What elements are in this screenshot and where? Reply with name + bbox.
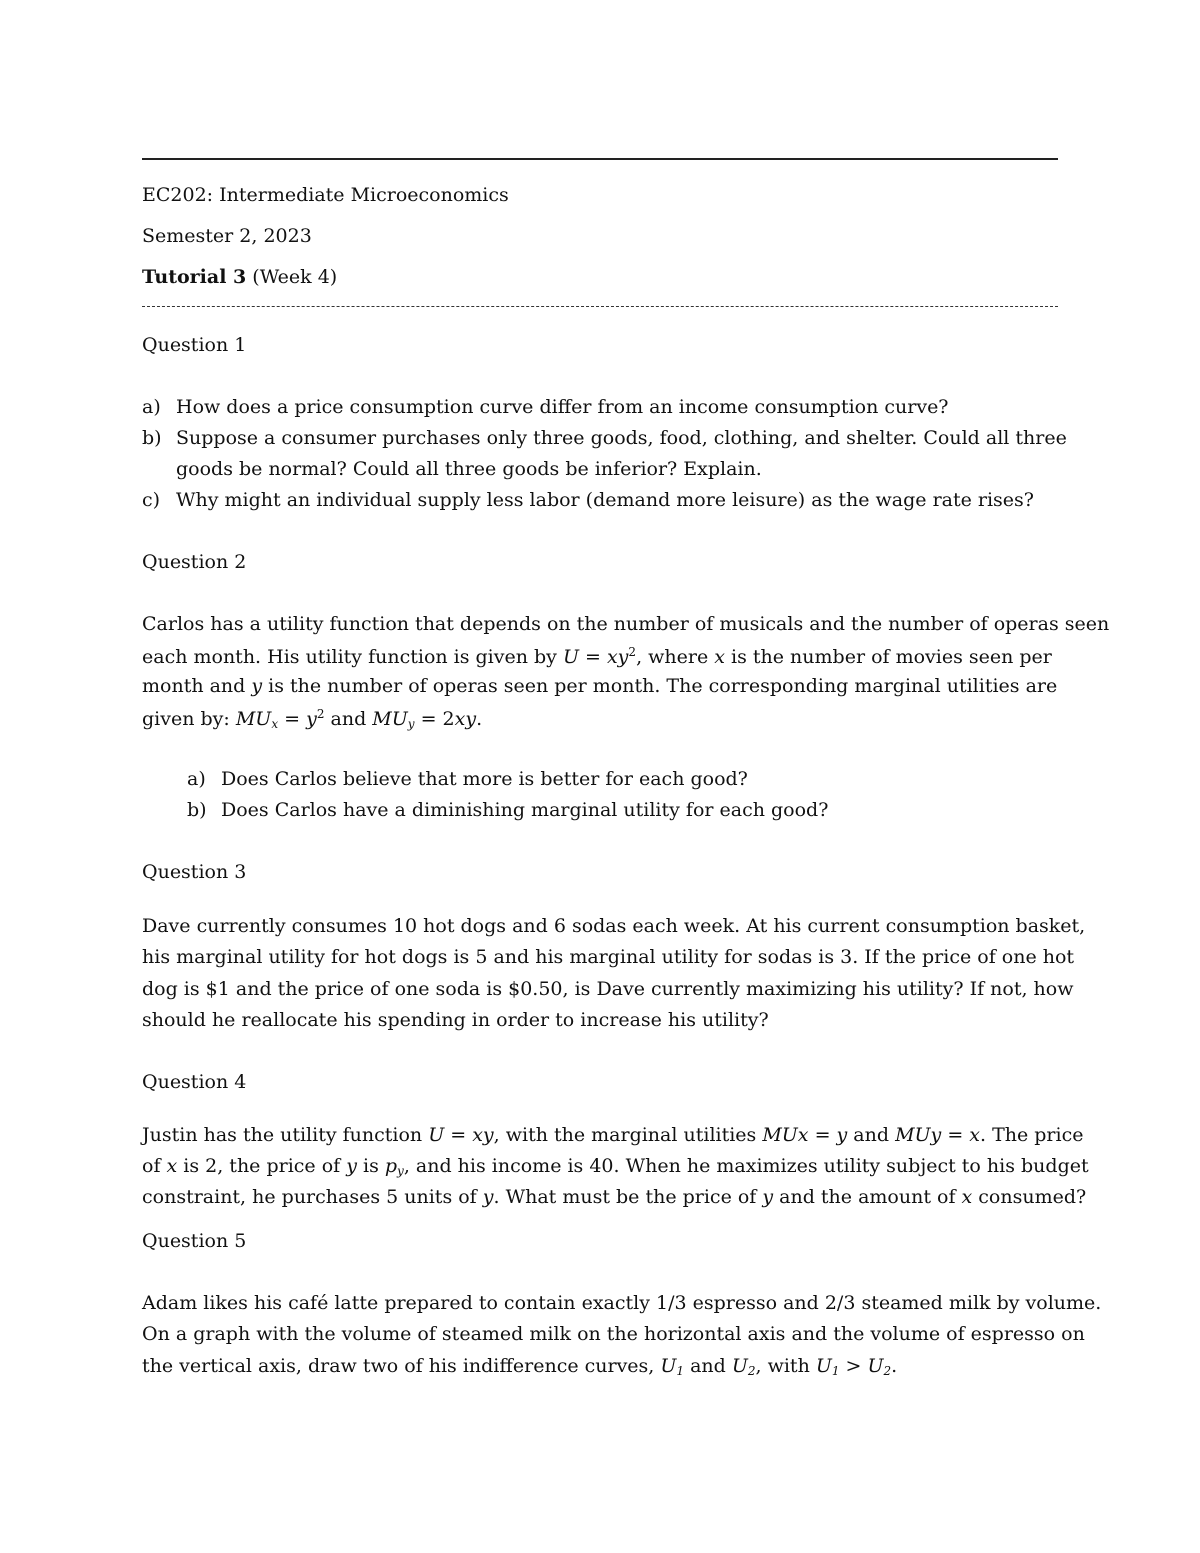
math-var: x [969,1124,980,1146]
q2-text: is the number of operas seen per month. The corresponding marginal utilities are [262,675,1058,697]
math-op: = [941,1124,970,1146]
q4-text: , and his income is 40. When he maximizes utility subject to his budget [403,1155,1089,1177]
q4-text: and [847,1124,896,1146]
math-op: = [578,646,607,668]
q1-title: Question 1 [142,334,247,356]
q4-text: constraint, he purchases 5 units of [142,1186,483,1208]
q2-text: . [476,708,483,730]
math-exponent: 2 [628,645,637,659]
q4-text: and the amount of [773,1186,962,1208]
math-var: x [714,646,725,668]
q3-line1: Dave currently consumes 10 hot dogs and 6 sodas each week. At his current consumption basket, [142,915,1086,937]
math-op: > [839,1355,868,1377]
math-var: y [836,1124,848,1146]
math-subscript: 1 [676,1364,685,1378]
q5-line3 [142,1357,897,1377]
math-subscript: y [397,1164,404,1178]
math-var: x [961,1186,973,1208]
q4-text: consumed? [972,1186,1087,1208]
q3-line2: his marginal utility for hot dogs is 5 and his marginal utility for sodas is 3. If the price of one hot [142,946,1075,968]
q5-text: . [891,1355,898,1377]
math-op: = [808,1124,837,1146]
q4-text: of [142,1155,167,1177]
math-subscript: y [407,717,415,731]
q3-line3: dog is $1 and the price of one soda is $0.50, is Dave currently maximizing his utility? If not, how [142,978,1074,1000]
q2-text: given by: [142,708,236,730]
math-var: x [166,1155,178,1177]
q2-para-line4 [142,708,482,730]
q5-text: , with [755,1355,816,1377]
q4-text: , with the marginal utilities [493,1124,763,1146]
math-var: MU [372,708,408,730]
q4-text: Justin has the utility function [142,1124,429,1146]
dashed-rule [142,306,1058,307]
math-var: xy [606,646,629,668]
math-var: y [251,675,263,697]
q1-a-marker: a) [142,396,161,418]
q1-b-marker: b) [142,427,162,449]
week-label: (Week 4) [246,266,338,288]
math-var: U [867,1355,884,1377]
math-var: xy [454,708,477,730]
q2-para-line3 [142,677,1057,696]
q5-text: the vertical axis, draw two of his indifference curves, [142,1355,661,1377]
q2-b-marker: b) [187,799,207,821]
q2-text: and [324,708,373,730]
q2-a-text: Does Carlos believe that more is better for each good? [221,768,748,790]
math-subscript: 2 [747,1364,756,1378]
math-var: U [562,646,579,668]
math-var: MUy [895,1124,942,1146]
semester-line: Semester 2, 2023 [142,225,312,247]
q4-text: is 2, the price of [177,1155,347,1177]
q4-line2 [142,1157,1089,1177]
math-var: xy [472,1124,494,1146]
q2-text: each month. His utility function is given by [142,646,563,668]
math-var: U [815,1355,832,1377]
math-op: = [444,1124,473,1146]
q4-text: is [356,1155,385,1177]
course-title: EC202: Intermediate Microeconomics [142,184,509,206]
tutorial-heading [142,268,337,287]
math-op: = [278,708,307,730]
q4-text: . What must be the price of [493,1186,763,1208]
q4-line3 [142,1188,1086,1207]
q5-line2: On a graph with the volume of steamed milk on the horizontal axis and the volume of espresso on [142,1323,1085,1345]
q2-b-text: Does Carlos have a diminishing marginal utility for each good? [221,799,829,821]
top-solid-rule [142,158,1058,160]
q2-text: month and [142,675,252,697]
math-op: = 2 [414,708,455,730]
q5-text: and [684,1355,732,1377]
math-var: y [482,1186,494,1208]
q4-line1 [142,1126,1083,1145]
math-var: y [762,1186,774,1208]
q4-title: Question 4 [142,1071,247,1093]
math-exponent: 2 [316,707,325,721]
q5-title: Question 5 [142,1230,247,1252]
tutorial-label: Tutorial 3 [142,266,247,288]
q5-line1: Adam likes his café latte prepared to contain exactly 1/3 espresso and 2/3 steamed milk by volume. [142,1292,1102,1314]
math-var: y [306,708,317,730]
q4-text: . The price [980,1124,1084,1146]
q1-b-text-line1: Suppose a consumer purchases only three goods, food, clothing, and shelter. Could all three [176,427,1067,449]
q2-text: , where [636,646,715,668]
math-subscript: 1 [831,1364,840,1378]
q2-para-line1: Carlos has a utility function that depends on the number of musicals and the number of operas seen [142,613,1110,635]
q2-text: is the number of movies seen per [724,646,1052,668]
q3-line4: should he reallocate his spending in order to increase his utility? [142,1009,769,1031]
q1-a-text: How does a price consumption curve differ from an income consumption curve? [176,396,949,418]
math-subscript: 2 [883,1364,892,1378]
q1-c-text: Why might an individual supply less labor (demand more leisure) as the wage rate rises? [176,489,1034,511]
math-var: p [384,1155,398,1177]
q1-b-text-line2: goods be normal? Could all three goods be inferior? Explain. [176,458,762,480]
math-var: MU [235,708,272,730]
math-subscript: x [271,717,279,731]
q2-title: Question 2 [142,551,247,573]
math-var: U [428,1124,445,1146]
math-var: U [731,1355,748,1377]
q3-title: Question 3 [142,861,247,883]
math-var: y [346,1155,357,1177]
math-var: U [660,1355,677,1377]
q2-a-marker: a) [187,768,206,790]
q2-para-line2 [142,646,1052,667]
math-var: MUx [762,1124,809,1146]
q1-c-marker: c) [142,489,161,511]
